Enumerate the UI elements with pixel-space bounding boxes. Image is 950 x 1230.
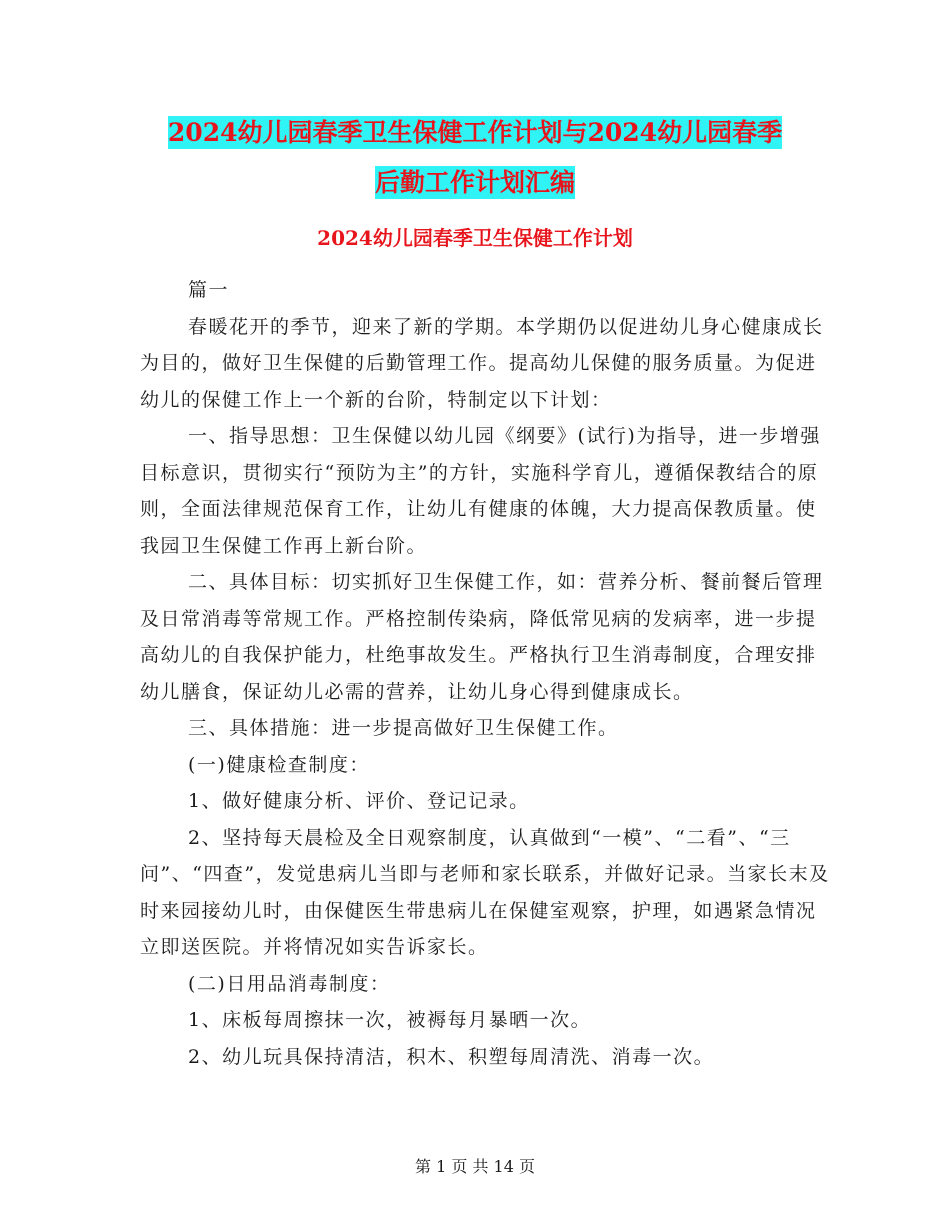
document-body <box>140 272 830 1075</box>
page-footer: 第 1 页 共 14 页 <box>415 1157 535 1176</box>
document-title-line1: 2024幼儿园春季卫生保健工作计划与2024幼儿园春季 <box>167 118 783 147</box>
paragraph: 三、具体措施：进一步提高做好卫生保健工作。 <box>188 717 619 739</box>
document-title-line2: 后勤工作计划汇编 <box>374 168 575 197</box>
paragraph: 春暖花开的季节，迎来了新的学期。本学期仍以促进幼儿身心健康成长为目的，做好卫生保健的后勤管理工作。提高幼儿保健的服务质量。为促进幼儿的保健工作上一个新的台阶，特制定以下计划： <box>140 315 824 411</box>
paragraph: (二)日用品消毒制度： <box>188 972 391 995</box>
paragraph: 1、床板每周擦抹一次，被褥每月暴晒一次。 <box>188 1009 592 1031</box>
document-title <box>0 108 950 208</box>
paragraph: 2、坚持每天晨检及全日观察制度，认真做到“一模”、“二看”、“三问”、“四查”，发觉患病儿当即与老师和家长联系，并做好记录。当家长末及时来园接幼儿时，由保健医生带患病儿在保健室观察，护理，如遇紧急情况立即送医院。并将情况如实告诉家长。 <box>140 826 830 958</box>
paragraph: 1、做好健康分析、评价、登记记录。 <box>188 790 530 812</box>
paragraph: 二、具体目标：切实抓好卫生保健工作，如：营养分析、餐前餐后管理及日常消毒等常规工作。严格控制传染病，降低常见病的发病率，进一步提高幼儿的自我保护能力，杜绝事故发生。严格执行卫生消毒制度，合理安排幼儿膳食，保证幼儿必需的营养，让幼儿身心得到健康成长。 <box>140 571 824 703</box>
section-title: 2024幼儿园春季卫生保健工作计划 <box>317 226 633 250</box>
paragraph: 篇一 <box>188 279 230 301</box>
paragraph: 一、指导思想：卫生保健以幼儿园《纲要》(试行)为指导，进一步增强目标意识，贯彻实行“预防为主”的方针，实施科学育儿，遵循保教结合的原则，全面法律规范保育工作，让幼儿有健康的体魄，大力提高保教质量。使我园卫生保健工作再上新台阶。 <box>140 425 821 557</box>
paragraph: 2、幼儿玩具保持清洁，积木、积塑每周清洗、消毒一次。 <box>188 1045 715 1068</box>
paragraph: (一)健康检查制度： <box>188 753 370 776</box>
